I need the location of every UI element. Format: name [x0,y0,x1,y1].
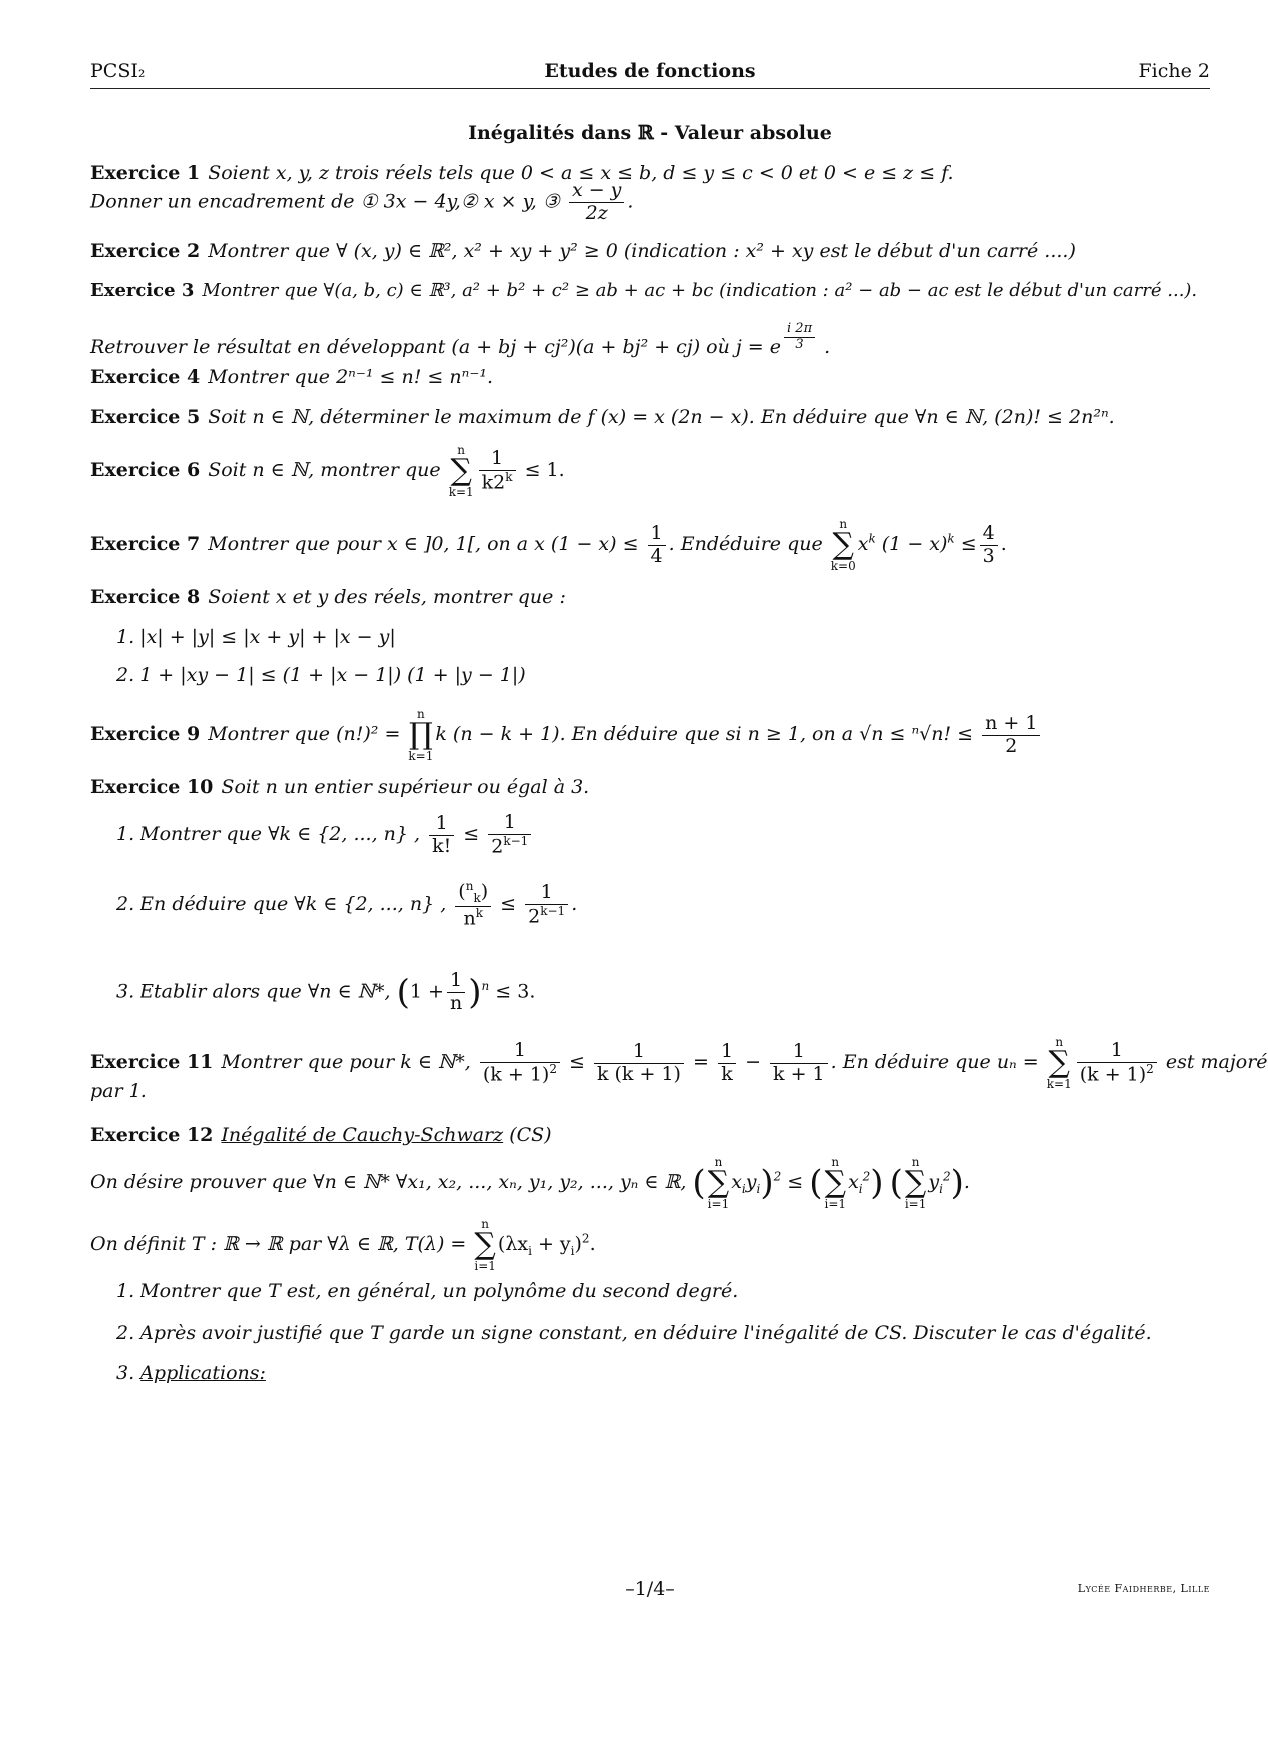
exercise-11: Exercice 11 Montrer que pour k ∈ ℕ*, $\frac{1}{(k + 1)^2}$ ≤ $\frac{1}{k (k + 1)}$ = $\frac{1}{k}$ − $\frac{1}{k + 1}$ . En déduire que uₙ = n ∑ k=1 $\frac{1}{(k + 1)^2}$ est majoré [90,1035,1268,1091]
exercise-6: Exercice 6 Soit n ∈ ℕ, montrer que n ∑ k=1 $\frac{1}{k2^k}$ ≤ 1. [90,443,565,499]
list-item: 1. Montrer que ∀k ∈ {2, ..., n} , $\frac{1}{k!}$ ≤ $\frac{1}{2^{k-1}}$ [116,812,534,858]
exercise-label: Exercice 4 [90,366,201,388]
exercise-label: Exercice 8 [90,586,201,608]
exercise-label: Exercice 5 [90,406,201,428]
exercise-9: Exercice 9 Montrer que (n!)² = n ∏ k=1k (n − k + 1). En déduire que si n ≥ 1, on a √n ≤ ⁿ√n! ≤ $\frac{n + 1}{2}$ [90,708,1210,762]
exercise-text: Inégalité de Cauchy-Schwarz [221,1124,504,1146]
list-item: 2. Après avoir justifié que T garde un signe constant, en déduire l'inégalité de CS. Discuter le cas d'égalité. [116,1322,1152,1344]
exercise-text: Soit n un entier supérieur ou égal à 3. [221,776,590,798]
exercise-8 [90,586,1210,608]
header-class: PCSI₂ [90,60,146,82]
exercise-text: On définit T : ℝ → ℝ par ∀λ ∈ ℝ, T(λ) = [90,1233,467,1255]
exercise-label: Exercice 3 [90,280,195,301]
page-header [90,58,1210,89]
exercise-label: Exercice 12 [90,1124,214,1146]
page-number: –1/4– [625,1578,675,1600]
header-title: Etudes de fonctions [544,60,756,82]
exercise-10 [90,776,1210,798]
applications-heading: Applications: [140,1362,266,1384]
exercise-text: Soit n ∈ ℕ, déterminer le maximum de f (x) = x (2n − x). En déduire que ∀n ∈ ℕ, (2n)! ≤ 2n²ⁿ. [208,406,1115,428]
exercise-3-line2: Retrouver le résultat en développant (a + bj + cj²)(a + bj² + cj) où j = e $^{\frac{i 2\pi}{3}}$ . [90,321,831,358]
exercise-1-line2: Donner un encadrement de ① 3x − 4y,② x × y, ③ $\frac{x - y}{2z}$ . [90,179,634,224]
exercise-label: Exercice 11 [90,1051,214,1073]
exercise-text: Montrer que pour k ∈ ℕ*, [221,1051,471,1073]
exercise-text: est majoré [1165,1051,1268,1073]
list-item: 2. En déduire que ∀k ∈ {2, ..., n} , $\frac{(^n_k)}{n^k}$ ≤ $\frac{1}{2^{k-1}}$ . [116,879,578,930]
exercise-text: . Endéduire que [668,533,823,555]
list-item: 3. Applications: [116,1362,266,1384]
exercise-text: On désire prouver que ∀n ∈ ℕ* ∀x₁, x₂, ..., xₙ, y₁, y₂, ..., yₙ ∈ ℝ, [90,1171,687,1193]
exercise-label: Exercice 1 [90,162,201,184]
exercise-3 [90,280,1210,301]
exercise-text: Soient x, y, z trois réels tels que 0 < a ≤ x ≤ b, d ≤ y ≤ c < 0 et 0 < e ≤ z ≤ f. [208,162,954,184]
exercise-label: Exercice 2 [90,240,201,262]
exercise-11-line2: par 1. [90,1080,147,1102]
exercise-text: Montrer que ∀ (x, y) ∈ ℝ², x² + xy + y² ≥ 0 (indication : x² + xy est le début d'un carré ....) [208,240,1076,262]
exercise-label: Exercice 9 [90,723,201,745]
exercise-text: (CS) [509,1124,552,1146]
exercise-text: Retrouver le résultat en développant (a + bj + cj²)(a + bj² + cj) où j = e [90,335,782,358]
exercise-label: Exercice 6 [90,459,201,481]
fraction: $\frac{x - y}{2z}$ [569,180,624,225]
exercise-text: Soient x et y des réels, montrer que : [208,586,566,608]
exercise-label: Exercice 10 [90,776,214,798]
document-page [90,0,1268,1754]
exercise-12-line2: On désire prouver que ∀n ∈ ℕ* ∀x₁, x₂, ..., xₙ, y₁, y₂, ..., yₙ ∈ ℝ, (n ∑ $i=1x_iy_i)^2 \le (n$ ∑ $i=1x_i^2$) (n ∑ $i=1y_i^2$). [90,1155,970,1211]
list-item: 2. 1 + |xy − 1| ≤ (1 + |x − 1|) (1 + |y − 1|) [116,664,526,686]
exercise-4 [90,366,1210,388]
exercise-7: Exercice 7 Montrer que pour x ∈ ]0, 1[, on a x (1 − x) ≤ $\frac{1}{4}$ . Endéduire que n ∑ $k=0x^k$ $(1 - x)^k$ ≤ $\frac{4}{3}$ . [90,517,1007,573]
section-title: Inégalités dans ℝ - Valeur absolue [468,122,832,144]
exercise-text: Montrer que 2ⁿ⁻¹ ≤ n! ≤ nⁿ⁻¹. [208,366,494,388]
exercise-2 [90,240,1210,262]
exercise-text: Montrer que pour x ∈ ]0, 1[, on a x (1 − x) ≤ [208,533,639,555]
school-name: Lycée Faidherbe, Lille [1077,1582,1210,1595]
exercise-text: Montrer que ∀(a, b, c) ∈ ℝ³, a² + b² + c² ≥ ab + ac + bc (indication : a² − ab − ac est le début d'un carré ...). [202,280,1198,301]
exercise-text: Donner un encadrement de ① 3x − 4y,② x × y, ③ [90,190,560,213]
list-item: 1. |x| + |y| ≤ |x + y| + |x − y| [116,626,396,648]
exercise-text: k (n − k + 1). En déduire que si n ≥ 1, on a √n ≤ ⁿ√n! ≤ [435,723,974,745]
exercise-text: Soit n ∈ ℕ, montrer que [208,459,441,481]
exercise-5 [90,406,1210,428]
exercise-12-line3: On définit T : ℝ → ℝ par ∀λ ∈ ℝ, T(λ) = n ∑ $i=1(\lambda x_i + y_i)^2$. [90,1217,596,1273]
list-item: 1. Montrer que T est, en général, un polynôme du second degré. [116,1280,739,1302]
exercise-text: . En déduire que uₙ = [830,1051,1039,1073]
exercise-12 [90,1124,1210,1146]
header-sheet: Fiche 2 [1138,60,1210,82]
exercise-label: Exercice 7 [90,533,201,555]
list-item: 3. Etablir alors que ∀n ∈ ℕ*, (1 + $\frac{1}{n}$ )$^n$ ≤ 3. [116,969,536,1014]
exercise-text: Montrer que (n!)² = [208,723,401,745]
